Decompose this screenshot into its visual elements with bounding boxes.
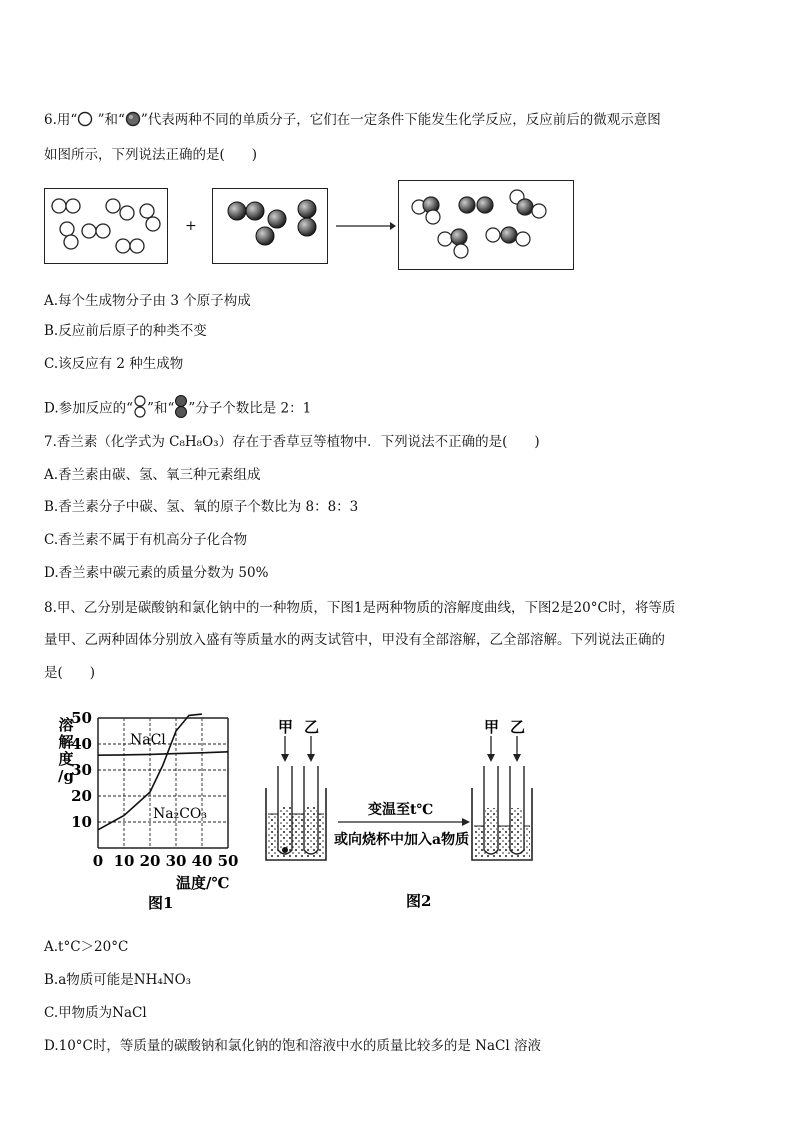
y-tick-labels bbox=[71, 709, 92, 831]
q6-stem-part3: ”代表两种不同的单质分子，它们在一定条件下能发生化学反应，反应前后的微观示意图 bbox=[140, 112, 661, 128]
q6-option-d bbox=[44, 395, 311, 423]
q7-option-b: B.香兰素分子中碳、氢、氧的原子个数比为 8：8：3 bbox=[44, 499, 359, 515]
y-tick-label: 20 bbox=[71, 787, 92, 805]
plus-sign: + bbox=[185, 218, 197, 234]
y-tick-label: 10 bbox=[71, 813, 92, 831]
reaction-arrow bbox=[334, 220, 398, 232]
q7-stem: 7.香兰素（化学式为 C₈H₈O₃）存在于香草豆等植物中．下列说法不正确的是( ) bbox=[44, 434, 540, 450]
right-setup bbox=[472, 718, 532, 860]
solubility-chart bbox=[50, 708, 250, 918]
series-label-nacl: NaCl bbox=[130, 732, 166, 748]
x-tick-label: 0 bbox=[92, 852, 104, 870]
y-axis-label bbox=[58, 716, 74, 785]
right-tube-label-jia: 甲 bbox=[484, 718, 500, 736]
x-tick-label: 40 bbox=[191, 852, 213, 870]
dark-atom-icon bbox=[125, 111, 141, 131]
q6-stem-part2: ”和“ bbox=[93, 112, 125, 128]
figure2-apparatus bbox=[258, 710, 568, 910]
q7-option-d: D.香兰素中碳元素的质量分数为 50% bbox=[44, 565, 269, 581]
q6-stem-line2: 如图所示，下列说法正确的是( ) bbox=[44, 147, 258, 163]
y-tick-label: 30 bbox=[71, 761, 92, 779]
figure1-caption: 图1 bbox=[148, 894, 174, 912]
q7-option-a: A.香兰素由碳、氢、氧三种元素组成 bbox=[44, 467, 261, 483]
q8-option-c: C.甲物质为NaCl bbox=[44, 1005, 147, 1021]
white-atom-icon bbox=[77, 111, 93, 131]
dark-molecule-icon bbox=[174, 395, 188, 423]
x-tick-labels bbox=[93, 852, 239, 870]
y-label-char: 溶 bbox=[58, 716, 74, 734]
y-label-char: 度 bbox=[58, 750, 74, 768]
q6-option-d-part2: ”和“ bbox=[147, 400, 175, 417]
figure2-caption: 图2 bbox=[406, 892, 432, 910]
arrow-text-top: 变温至t℃ bbox=[368, 802, 434, 818]
white-molecules bbox=[45, 189, 167, 263]
q8-stem-line2: 量甲、乙两种固体分别放入盛有等质量水的两支试管中，甲没有全部溶解，乙全部溶解。下列说法正确的 bbox=[44, 632, 665, 648]
right-tube-label-yi: 乙 bbox=[510, 718, 526, 736]
left-tube-label-jia: 甲 bbox=[278, 718, 294, 736]
left-setup bbox=[266, 718, 326, 860]
product-box bbox=[398, 180, 574, 270]
y-label-char: /g bbox=[58, 767, 74, 785]
q6-stem-line1 bbox=[44, 108, 661, 131]
q7-option-c: C.香兰素不属于有机高分子化合物 bbox=[44, 532, 248, 548]
dark-molecules bbox=[213, 189, 327, 263]
product-molecules bbox=[399, 181, 573, 269]
q8-option-d: D.10°C时，等质量的碳酸钠和氯化钠的饱和溶液中水的质量比较多的是 NaCl 溶液 bbox=[44, 1038, 541, 1054]
q6-stem-part1: 6.用“ bbox=[44, 112, 78, 128]
y-tick-label: 50 bbox=[71, 709, 92, 727]
q6-option-b: B.反应前后原子的种类不变 bbox=[44, 323, 207, 339]
left-tube-label-yi: 乙 bbox=[304, 718, 320, 736]
x-axis-label: 温度/℃ bbox=[176, 874, 230, 892]
x-tick-label: 50 bbox=[217, 852, 239, 870]
series-label-na2co3: Na₂CO₃ bbox=[153, 806, 208, 822]
q8-stem-line1: 8.甲、乙分别是碳酸钠和氯化钠中的一种物质，下图1是两种物质的溶解度曲线，下图2是20°C时，将等质 bbox=[44, 600, 676, 616]
x-tick-label: 10 bbox=[113, 852, 135, 870]
q8-option-a: A.t°C＞20°C bbox=[44, 939, 129, 955]
white-molecule-icon bbox=[133, 395, 147, 423]
x-tick-label: 20 bbox=[139, 852, 161, 870]
q6-option-c: C.该反应有 2 种生成物 bbox=[44, 356, 184, 372]
y-label-char: 解 bbox=[58, 733, 74, 751]
arrow-text-bottom: 或向烧杯中加入a物质 bbox=[334, 832, 470, 848]
q6-option-d-part3: ”分子个数比是 2：1 bbox=[188, 400, 312, 417]
q8-stem-line3: 是( ) bbox=[44, 665, 96, 681]
reactant-box-white bbox=[44, 188, 168, 264]
y-tick-label: 40 bbox=[71, 735, 92, 753]
x-tick-label: 30 bbox=[165, 852, 187, 870]
q8-option-b: B.a物质可能是NH₄NO₃ bbox=[44, 972, 192, 988]
reactant-box-dark bbox=[212, 188, 328, 264]
q6-option-d-part1: D.参加反应的“ bbox=[44, 400, 134, 417]
nacl-curve bbox=[98, 752, 228, 755]
q6-option-a: A.每个生成物分子由 3 个原子构成 bbox=[44, 293, 251, 309]
